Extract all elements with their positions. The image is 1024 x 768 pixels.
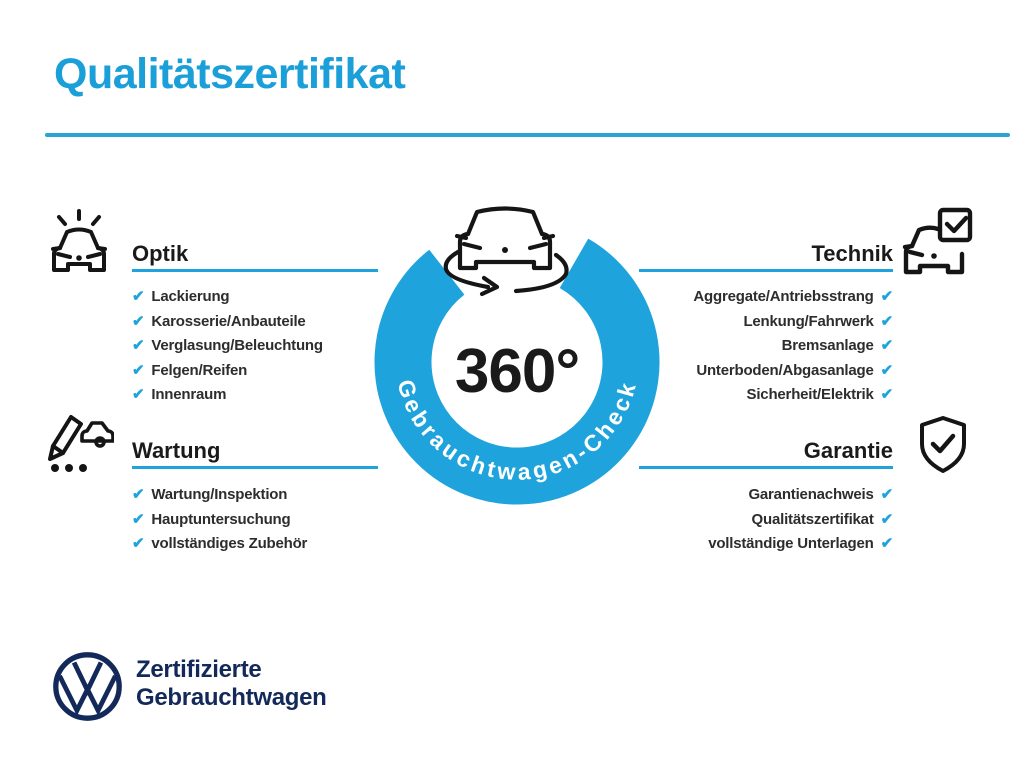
item-label: Hauptuntersuchung bbox=[151, 510, 291, 528]
car-rotation-icon bbox=[446, 209, 567, 295]
check-item bbox=[132, 289, 323, 305]
item-label: Verglasung/Beleuchtung bbox=[151, 337, 323, 354]
degree-label: 360° bbox=[454, 337, 580, 406]
check-icon: ✔ bbox=[132, 312, 145, 330]
section-title-technik: Technik bbox=[811, 241, 893, 266]
item-label: Lackierung bbox=[151, 288, 230, 305]
check-item bbox=[600, 536, 893, 552]
check-icon: ✔ bbox=[132, 486, 145, 504]
check-icon: ✔ bbox=[880, 288, 893, 306]
check-item bbox=[132, 338, 323, 354]
shield-check-icon bbox=[916, 414, 970, 476]
section-title-garantie: Garantie bbox=[803, 438, 893, 463]
optik-items bbox=[132, 289, 323, 412]
check-item bbox=[132, 487, 307, 503]
check-icon: ✔ bbox=[880, 312, 893, 330]
car-shine-icon bbox=[46, 206, 112, 282]
item-label: Bremsanlage bbox=[781, 337, 874, 354]
item-label: Felgen/Reifen bbox=[151, 361, 248, 379]
item-label: Wartung/Inspektion bbox=[151, 486, 288, 503]
item-label: vollständige Unterlagen bbox=[708, 535, 874, 552]
check-item bbox=[132, 387, 323, 403]
check-icon: ✔ bbox=[880, 535, 893, 553]
page-title: Qualitätszertifikat bbox=[54, 50, 406, 98]
service-checklist-icon bbox=[44, 406, 114, 478]
check-icon: ✔ bbox=[132, 510, 145, 528]
check-icon: ✔ bbox=[880, 486, 893, 504]
check-item bbox=[132, 536, 307, 552]
check-item bbox=[132, 363, 323, 379]
section-title-optik: Optik bbox=[132, 241, 189, 266]
360-check-badge bbox=[340, 180, 690, 515]
item-label: Garantienachweis bbox=[748, 486, 874, 503]
item-label: Aggregate/Antriebsstrang bbox=[693, 288, 874, 305]
check-icon: ✔ bbox=[880, 337, 893, 355]
header-divider bbox=[45, 133, 1010, 137]
item-label: vollständiges Zubehör bbox=[151, 535, 308, 552]
check-icon: ✔ bbox=[880, 361, 893, 379]
item-label: Unterboden/Abgasanlage bbox=[696, 361, 874, 379]
section-title-wartung: Wartung bbox=[132, 438, 221, 463]
check-icon: ✔ bbox=[132, 386, 145, 404]
check-icon: ✔ bbox=[132, 288, 145, 306]
check-item bbox=[132, 314, 323, 330]
item-label: Sicherheit/Elektrik bbox=[746, 386, 874, 403]
check-icon: ✔ bbox=[132, 337, 145, 355]
footer-text bbox=[136, 656, 327, 712]
wartung-items bbox=[132, 487, 307, 561]
footer-line1: Zertifizierte bbox=[136, 656, 262, 683]
item-label: Qualitätszertifikat bbox=[751, 510, 874, 528]
footer-line2: Gebrauchtwagen bbox=[136, 684, 327, 711]
check-icon: ✔ bbox=[880, 386, 893, 404]
check-icon: ✔ bbox=[132, 361, 145, 379]
ring-label: Gebrauchtwagen-Check bbox=[392, 376, 642, 486]
vw-logo bbox=[51, 650, 124, 723]
car-checkbox-icon bbox=[900, 204, 974, 288]
check-item bbox=[132, 512, 307, 528]
item-label: Karosserie/Anbauteile bbox=[151, 312, 306, 330]
item-label: Lenkung/Fahrwerk bbox=[743, 312, 874, 330]
check-icon: ✔ bbox=[132, 535, 145, 553]
check-icon: ✔ bbox=[880, 510, 893, 528]
item-label: Innenraum bbox=[151, 386, 227, 403]
